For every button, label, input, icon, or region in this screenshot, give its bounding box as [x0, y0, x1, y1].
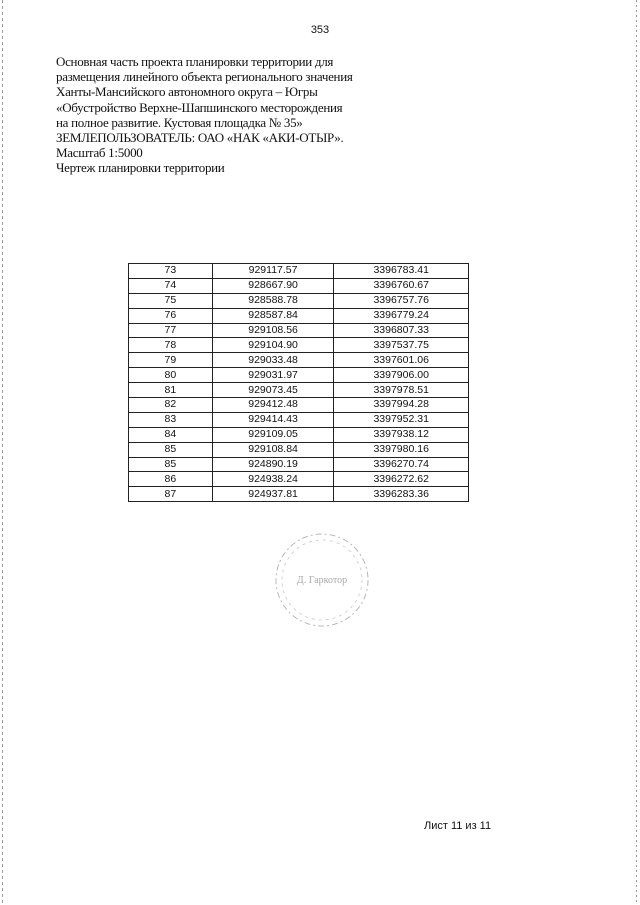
table-row	[129, 487, 469, 502]
table-row	[129, 427, 469, 442]
point-number-cell: 73	[129, 264, 213, 279]
table-row	[129, 383, 469, 398]
stamp-text: Д. Гаркотор	[296, 575, 348, 586]
x-coordinate-cell: 929108.56	[212, 323, 334, 338]
table-row	[129, 323, 469, 338]
point-number-cell: 85	[129, 457, 213, 472]
page-number: 353	[310, 24, 330, 36]
x-coordinate-cell: 929073.45	[212, 383, 334, 398]
y-coordinate-cell: 3396779.24	[334, 308, 469, 323]
y-coordinate-cell: 3396272.62	[334, 472, 469, 487]
x-coordinate-cell: 928588.78	[212, 293, 334, 308]
point-number-cell: 81	[129, 383, 213, 398]
point-number-cell: 80	[129, 368, 213, 383]
header-line: размещения линейного объекта регионального значения	[56, 69, 353, 85]
x-coordinate-cell: 928587.84	[212, 308, 334, 323]
y-coordinate-cell: 3397537.75	[334, 338, 469, 353]
point-number-cell: 83	[129, 412, 213, 427]
y-coordinate-cell: 3397952.31	[334, 412, 469, 427]
y-coordinate-cell: 3397980.16	[334, 442, 469, 457]
x-coordinate-cell: 929414.43	[212, 412, 334, 427]
point-number-cell: 77	[129, 323, 213, 338]
y-coordinate-cell: 3396760.67	[334, 278, 469, 293]
y-coordinate-cell: 3397906.00	[334, 368, 469, 383]
table-row	[129, 457, 469, 472]
header-line: Чертеж планировки территории	[56, 160, 225, 176]
x-coordinate-cell: 929108.84	[212, 442, 334, 457]
point-number-cell: 79	[129, 353, 213, 368]
y-coordinate-cell: 3396757.76	[334, 293, 469, 308]
table-row	[129, 368, 469, 383]
table-row	[129, 264, 469, 279]
x-coordinate-cell: 928667.90	[212, 278, 334, 293]
header-line: ЗЕМЛЕПОЛЬЗОВАТЕЛЬ: ОАО «НАК «АКИ-ОТЫР».	[56, 130, 344, 146]
table-row	[129, 278, 469, 293]
table-row	[129, 442, 469, 457]
y-coordinate-cell: 3397938.12	[334, 427, 469, 442]
table-row	[129, 293, 469, 308]
table-row	[129, 308, 469, 323]
header-line: Основная часть проекта планировки территории для	[56, 54, 334, 69]
table-row	[129, 338, 469, 353]
stamp-seal	[270, 528, 375, 633]
point-number-cell: 87	[129, 487, 213, 502]
x-coordinate-cell: 929109.05	[212, 427, 334, 442]
scan-edge-left	[2, 0, 3, 905]
point-number-cell: 76	[129, 308, 213, 323]
point-number-cell: 86	[129, 472, 213, 487]
table-row	[129, 472, 469, 487]
x-coordinate-cell: 924938.24	[212, 472, 334, 487]
header-line: Масштаб 1:5000	[56, 145, 143, 161]
y-coordinate-cell: 3396783.41	[334, 264, 469, 279]
header-line: «Обустройство Верхне-Шапшинского месторождения	[56, 99, 343, 115]
table-row	[129, 353, 469, 368]
coordinates-table-body	[129, 264, 469, 502]
x-coordinate-cell: 924890.19	[212, 457, 334, 472]
document-header	[56, 54, 386, 176]
scan-edge-right	[636, 0, 637, 905]
x-coordinate-cell: 929412.48	[212, 398, 334, 413]
x-coordinate-cell: 929104.90	[212, 338, 334, 353]
point-number-cell: 78	[129, 338, 213, 353]
y-coordinate-cell: 3396807.33	[334, 323, 469, 338]
point-number-cell: 85	[129, 442, 213, 457]
y-coordinate-cell: 3397994.28	[334, 398, 469, 413]
x-coordinate-cell: 929117.57	[212, 264, 334, 279]
table-row	[129, 412, 469, 427]
x-coordinate-cell: 924937.81	[212, 487, 334, 502]
point-number-cell: 75	[129, 293, 213, 308]
x-coordinate-cell: 929031.97	[212, 368, 334, 383]
x-coordinate-cell: 929033.48	[212, 353, 334, 368]
sheet-counter: Лист 11 из 11	[424, 820, 492, 832]
y-coordinate-cell: 3396283.36	[334, 487, 469, 502]
header-line: Ханты-Мансийского автономного округа – Югры	[56, 84, 318, 100]
point-number-cell: 82	[129, 398, 213, 413]
y-coordinate-cell: 3396270.74	[334, 457, 469, 472]
header-line: на полное развитие. Кустовая площадка № 35»	[56, 114, 303, 130]
table-row	[129, 398, 469, 413]
point-number-cell: 74	[129, 278, 213, 293]
y-coordinate-cell: 3397978.51	[334, 383, 469, 398]
y-coordinate-cell: 3397601.06	[334, 353, 469, 368]
point-number-cell: 84	[129, 427, 213, 442]
coordinates-table	[128, 263, 469, 502]
